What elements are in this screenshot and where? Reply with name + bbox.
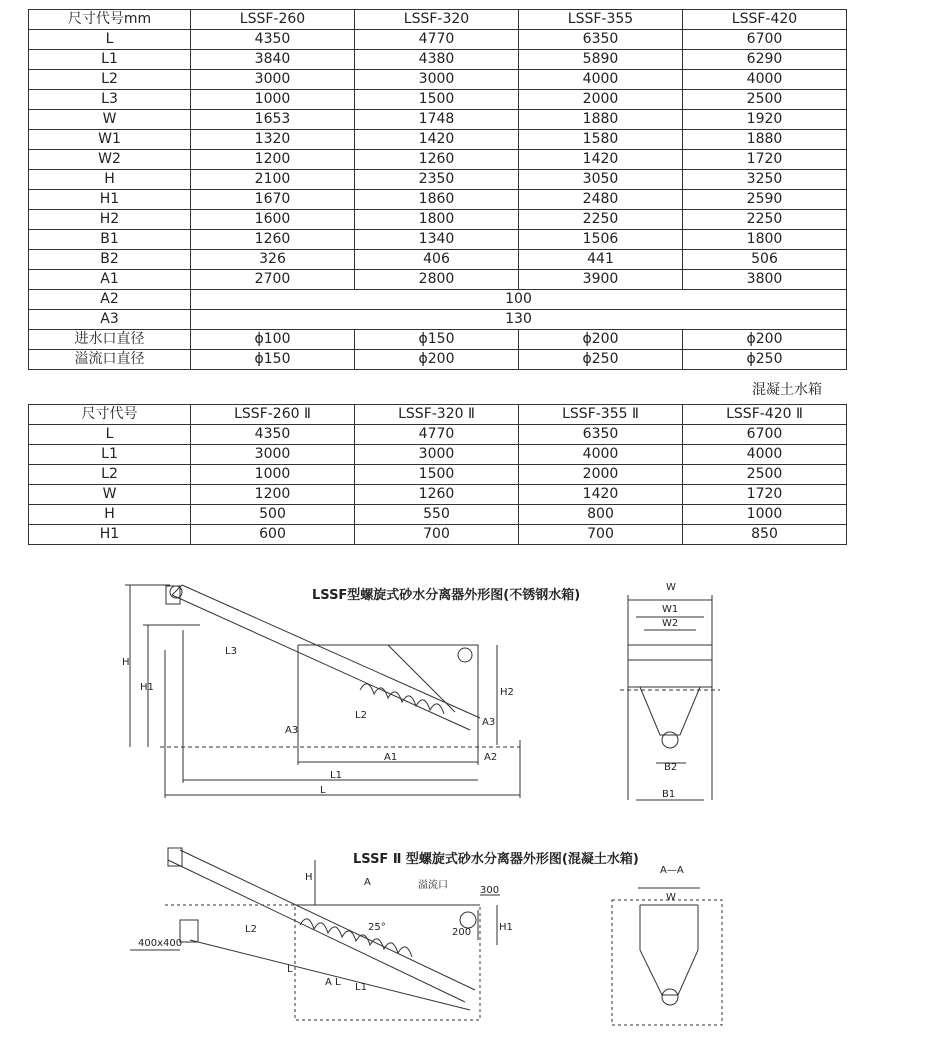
- table-cell: 2480: [519, 190, 683, 210]
- drawing1-side-view: [125, 585, 520, 798]
- merged-value-cell: 100: [191, 290, 847, 310]
- table-cell: 2000: [519, 465, 683, 485]
- header-cell: LSSF-355 Ⅱ: [519, 405, 683, 425]
- table-cell: 800: [519, 505, 683, 525]
- table-cell: ϕ150: [355, 330, 519, 350]
- table-cell: 600: [191, 525, 355, 545]
- drawing1-title: LSSF型螺旋式砂水分离器外形图(不锈钢水箱): [312, 588, 581, 603]
- table-cell: 500: [191, 505, 355, 525]
- table-cell: 1420: [519, 150, 683, 170]
- row-label-cell: H1: [29, 525, 191, 545]
- d1-label-H: H: [122, 657, 130, 668]
- table-cell: 4000: [519, 445, 683, 465]
- table-cell: 1800: [683, 230, 847, 250]
- table-cell: 4000: [519, 70, 683, 90]
- table-cell: ϕ150: [191, 350, 355, 370]
- table-cell: 1200: [191, 485, 355, 505]
- table-cell: 6290: [683, 50, 847, 70]
- table-cell: 6700: [683, 425, 847, 445]
- table-cell: ϕ100: [191, 330, 355, 350]
- table-cell: 1500: [355, 465, 519, 485]
- row-label-cell: B2: [29, 250, 191, 270]
- table-cell: 850: [683, 525, 847, 545]
- table-cell: 3800: [683, 270, 847, 290]
- d2-label-pit: 400x400: [138, 938, 183, 949]
- d2-label-overflow: 溢流口: [418, 880, 448, 891]
- table-cell: 3000: [191, 70, 355, 90]
- table-cell: 2700: [191, 270, 355, 290]
- d1-label-W: W: [666, 582, 676, 593]
- table-cell: 2000: [519, 90, 683, 110]
- d2-label-angle: 25°: [368, 922, 386, 933]
- row-label-cell: B1: [29, 230, 191, 250]
- table-cell: 6700: [683, 30, 847, 50]
- drawing2-side-view: [130, 848, 500, 1020]
- table-cell: 2500: [683, 90, 847, 110]
- row-label-cell: A3: [29, 310, 191, 330]
- d2-label-H1: H1: [499, 922, 513, 933]
- d2-label-L1: L1: [355, 982, 367, 993]
- table-cell: 1420: [355, 130, 519, 150]
- table-cell: 3000: [355, 70, 519, 90]
- table-cell: 6350: [519, 425, 683, 445]
- d1-label-L2: L2: [355, 710, 367, 721]
- row-label-cell: 溢流口直径: [29, 350, 191, 370]
- table-cell: 700: [355, 525, 519, 545]
- row-label-cell: L: [29, 30, 191, 50]
- table-cell: 4350: [191, 30, 355, 50]
- table-cell: 1506: [519, 230, 683, 250]
- table-cell: 1320: [191, 130, 355, 150]
- merged-value-cell: 130: [191, 310, 847, 330]
- table-cell: 1600: [191, 210, 355, 230]
- row-label-cell: L3: [29, 90, 191, 110]
- table-cell: 1880: [683, 130, 847, 150]
- table-cell: 1000: [191, 465, 355, 485]
- row-label-cell: H: [29, 505, 191, 525]
- table-cell: 1800: [355, 210, 519, 230]
- header-cell: LSSF-320: [355, 10, 519, 30]
- row-label-cell: 进水口直径: [29, 330, 191, 350]
- table-cell: 506: [683, 250, 847, 270]
- header-cell: LSSF-260 Ⅱ: [191, 405, 355, 425]
- d2-label-L: L: [287, 964, 293, 975]
- table-cell: 1500: [355, 90, 519, 110]
- row-label-cell: L1: [29, 50, 191, 70]
- table-cell: 1420: [519, 485, 683, 505]
- d1-label-B1: B1: [662, 789, 676, 800]
- table-cell: 1000: [683, 505, 847, 525]
- row-label-cell: L1: [29, 445, 191, 465]
- table-cell: ϕ200: [355, 350, 519, 370]
- table-cell: 3000: [355, 445, 519, 465]
- table-cell: 3840: [191, 50, 355, 70]
- row-label-cell: L: [29, 425, 191, 445]
- table-cell: 3000: [191, 445, 355, 465]
- d2-label-L2: L2: [245, 924, 257, 935]
- row-label-cell: A2: [29, 290, 191, 310]
- d1-label-A1: A1: [384, 752, 398, 763]
- drawing2-title: LSSF Ⅱ 型螺旋式砂水分离器外形图(混凝土水箱): [353, 852, 639, 867]
- table-cell: 2250: [683, 210, 847, 230]
- d2-label-200: 200: [452, 927, 472, 938]
- row-label-cell: W: [29, 485, 191, 505]
- table-cell: 2250: [519, 210, 683, 230]
- header-cell: LSSF-355: [519, 10, 683, 30]
- d1-label-L3: L3: [225, 646, 237, 657]
- header-cell: LSSF-420: [683, 10, 847, 30]
- row-label-cell: H1: [29, 190, 191, 210]
- row-label-cell: A1: [29, 270, 191, 290]
- table-cell: 1200: [191, 150, 355, 170]
- table2-caption: 混凝土水箱: [752, 382, 822, 398]
- d2-label-300: 300: [480, 885, 500, 896]
- table-cell: 1340: [355, 230, 519, 250]
- table-cell: 406: [355, 250, 519, 270]
- d1-label-L: L: [320, 785, 326, 796]
- table-cell: 441: [519, 250, 683, 270]
- d1-label-L1: L1: [330, 770, 342, 781]
- table-cell: ϕ250: [519, 350, 683, 370]
- table-cell: 1653: [191, 110, 355, 130]
- table-cell: 2590: [683, 190, 847, 210]
- table-cell: 2800: [355, 270, 519, 290]
- row-label-cell: H: [29, 170, 191, 190]
- d1-label-W2: W2: [662, 618, 679, 629]
- table-cell: 3050: [519, 170, 683, 190]
- d2-label-section: A—A: [660, 865, 684, 876]
- table-cell: 1000: [191, 90, 355, 110]
- table-cell: 1260: [191, 230, 355, 250]
- row-label-cell: L2: [29, 465, 191, 485]
- d1-label-H2: H2: [500, 687, 514, 698]
- table-cell: 1748: [355, 110, 519, 130]
- d1-label-A3b: A3: [482, 717, 496, 728]
- table-cell: 4000: [683, 70, 847, 90]
- table-cell: 550: [355, 505, 519, 525]
- table-cell: 2500: [683, 465, 847, 485]
- table-cell: 4380: [355, 50, 519, 70]
- d2-label-A: A: [364, 877, 371, 888]
- header-cell: LSSF-320 Ⅱ: [355, 405, 519, 425]
- table-cell: ϕ200: [519, 330, 683, 350]
- table-cell: 1880: [519, 110, 683, 130]
- table-cell: 1260: [355, 150, 519, 170]
- table-cell: 5890: [519, 50, 683, 70]
- table-cell: 4770: [355, 425, 519, 445]
- row-label-cell: H2: [29, 210, 191, 230]
- table-cell: 4770: [355, 30, 519, 50]
- table-cell: 6350: [519, 30, 683, 50]
- row-label-cell: L2: [29, 70, 191, 90]
- d1-label-A3a: A3: [285, 725, 299, 736]
- row-label-cell: W2: [29, 150, 191, 170]
- table-cell: 1720: [683, 485, 847, 505]
- table-cell: 1860: [355, 190, 519, 210]
- row-label-cell: W1: [29, 130, 191, 150]
- table-cell: 3900: [519, 270, 683, 290]
- header-cell: 尺寸代号: [29, 405, 191, 425]
- d1-label-W1: W1: [662, 604, 679, 615]
- row-label-cell: W: [29, 110, 191, 130]
- d1-label-A2: A2: [484, 752, 498, 763]
- table-cell: ϕ200: [683, 330, 847, 350]
- table-cell: 1260: [355, 485, 519, 505]
- table-cell: 2350: [355, 170, 519, 190]
- header-cell: LSSF-260: [191, 10, 355, 30]
- table-cell: 3250: [683, 170, 847, 190]
- table-cell: 1720: [683, 150, 847, 170]
- table-cell: 700: [519, 525, 683, 545]
- d2-label-AL: A L: [325, 977, 341, 988]
- table-cell: 1920: [683, 110, 847, 130]
- table-cell: 1580: [519, 130, 683, 150]
- d2-label-W: W: [666, 892, 676, 903]
- header-cell: 尺寸代号mm: [29, 10, 191, 30]
- drawing2-section-view: [612, 888, 722, 1025]
- d1-label-H1: H1: [140, 682, 154, 693]
- table-cell: 2100: [191, 170, 355, 190]
- table-cell: 4000: [683, 445, 847, 465]
- table-cell: ϕ250: [683, 350, 847, 370]
- table-cell: 1670: [191, 190, 355, 210]
- table-cell: 4350: [191, 425, 355, 445]
- header-cell: LSSF-420 Ⅱ: [683, 405, 847, 425]
- d2-label-H: H: [305, 872, 313, 883]
- d1-label-B2: B2: [664, 762, 678, 773]
- table-cell: 326: [191, 250, 355, 270]
